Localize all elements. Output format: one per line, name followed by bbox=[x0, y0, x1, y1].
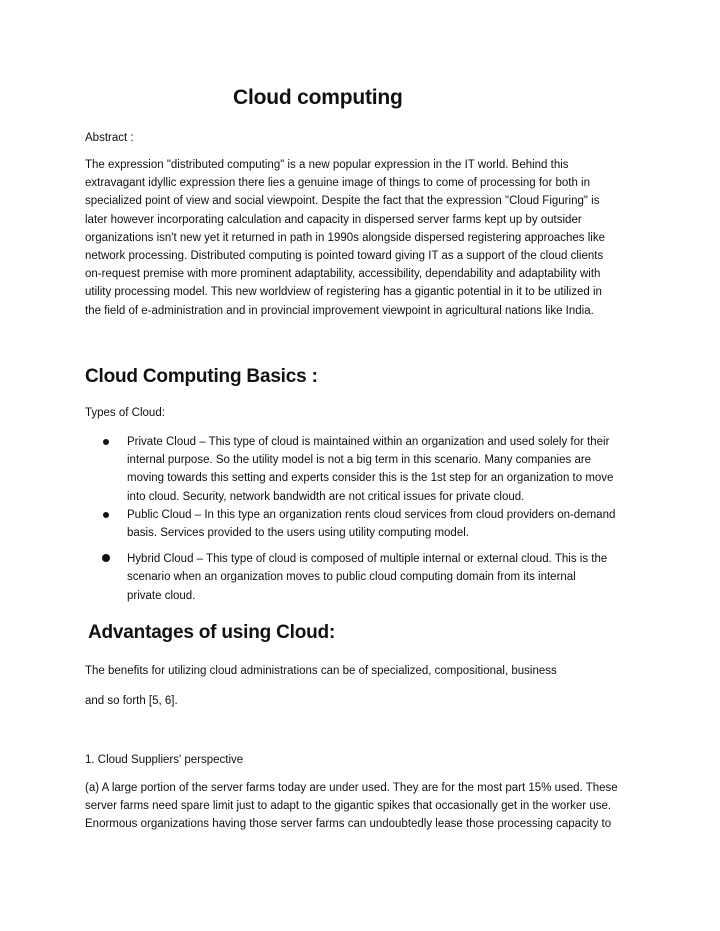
abstract-line: the field of e-administration and in provincial improvement viewpoint in agricultural nations like India. bbox=[85, 304, 594, 317]
abstract-line: later however incorporating calculation and capacity in dispersed server farms kept up by outsider bbox=[85, 213, 582, 226]
list-item-hybrid-cloud bbox=[85, 550, 645, 605]
point-a-paragraph bbox=[85, 779, 645, 834]
bullet-icon bbox=[103, 512, 109, 518]
abstract-line: extravagant idyllic expression there lies a genuine image of things to come of processing for both in bbox=[85, 177, 591, 190]
list-item-line: scenario when an organization moves to public cloud computing domain from its internal bbox=[127, 571, 576, 584]
benefits-continuation: and so forth [5, 6]. bbox=[85, 695, 178, 707]
list-item-line: moving towards this setting and experts consider this is the 1st step for an organization to move bbox=[127, 472, 614, 485]
list-item-line: Private Cloud – This type of cloud is maintained within an organization and used solely for their bbox=[127, 436, 610, 448]
list-item-line: internal purpose. So the utility model is not a big term in this scenario. Many companies are bbox=[127, 454, 592, 467]
abstract-paragraph bbox=[85, 156, 640, 320]
suppliers-perspective-heading: 1. Cloud Suppliers' perspective bbox=[85, 754, 244, 766]
benefits-line: The benefits for utilizing cloud administrations can be of specialized, compositional, business bbox=[85, 665, 557, 677]
paragraph-line: Enormous organizations having those server farms can undoubtedly lease those processing capacity to bbox=[85, 818, 612, 831]
abstract-line: organizations isn't new yet it returned in path in 1990s alongside dispersed registering approaches like bbox=[85, 231, 606, 244]
list-item-line: basis. Services provided to the users using utility computing model. bbox=[127, 527, 469, 540]
list-item-line: Public Cloud – In this type an organization rents cloud services from cloud providers on-demand bbox=[127, 508, 616, 521]
cloud-types-list bbox=[85, 433, 645, 605]
bullet-icon bbox=[103, 439, 109, 445]
bullet-icon bbox=[102, 554, 110, 562]
abstract-label: Abstract : bbox=[85, 132, 134, 144]
paragraph-line: server farms need spare limit just to adapt to the gigantic spikes that occasionally get in the worker use. bbox=[85, 800, 612, 813]
list-item-public-cloud bbox=[85, 506, 645, 542]
abstract-line: specialized point of view and social viewpoint. Despite the fact that the expression "Cloud Figuring" is bbox=[85, 195, 600, 208]
paragraph-line: (a) A large portion of the server farms today are under used. They are for the most part 15% used. These bbox=[85, 782, 618, 794]
list-item-line: private cloud. bbox=[127, 589, 196, 602]
types-of-cloud-label: Types of Cloud: bbox=[85, 407, 165, 419]
list-item-line: into cloud. Security, network bandwidth are not critical issues for private cloud. bbox=[127, 490, 525, 503]
abstract-line: utility processing model. This new worldview of registering has a gigantic potential in it to be utilized in bbox=[85, 286, 602, 299]
list-item-line: Hybrid Cloud – This type of cloud is composed of multiple internal or external cloud. This is the bbox=[127, 553, 608, 566]
abstract-line: The expression "distributed computing" is a new popular expression in the IT world. Behind this bbox=[85, 159, 569, 171]
abstract-line: on-request premise with more prominent adaptability, accessibility, dependability and adaptability with bbox=[85, 268, 601, 281]
section-heading-basics: Cloud Computing Basics : bbox=[85, 366, 318, 387]
document-title: Cloud computing bbox=[233, 86, 403, 109]
list-item-private-cloud bbox=[85, 433, 645, 506]
section-heading-advantages: Advantages of using Cloud: bbox=[88, 622, 336, 643]
abstract-line: network processing. Distributed computing is pointed toward giving IT as a support of the cloud clients bbox=[85, 250, 604, 263]
